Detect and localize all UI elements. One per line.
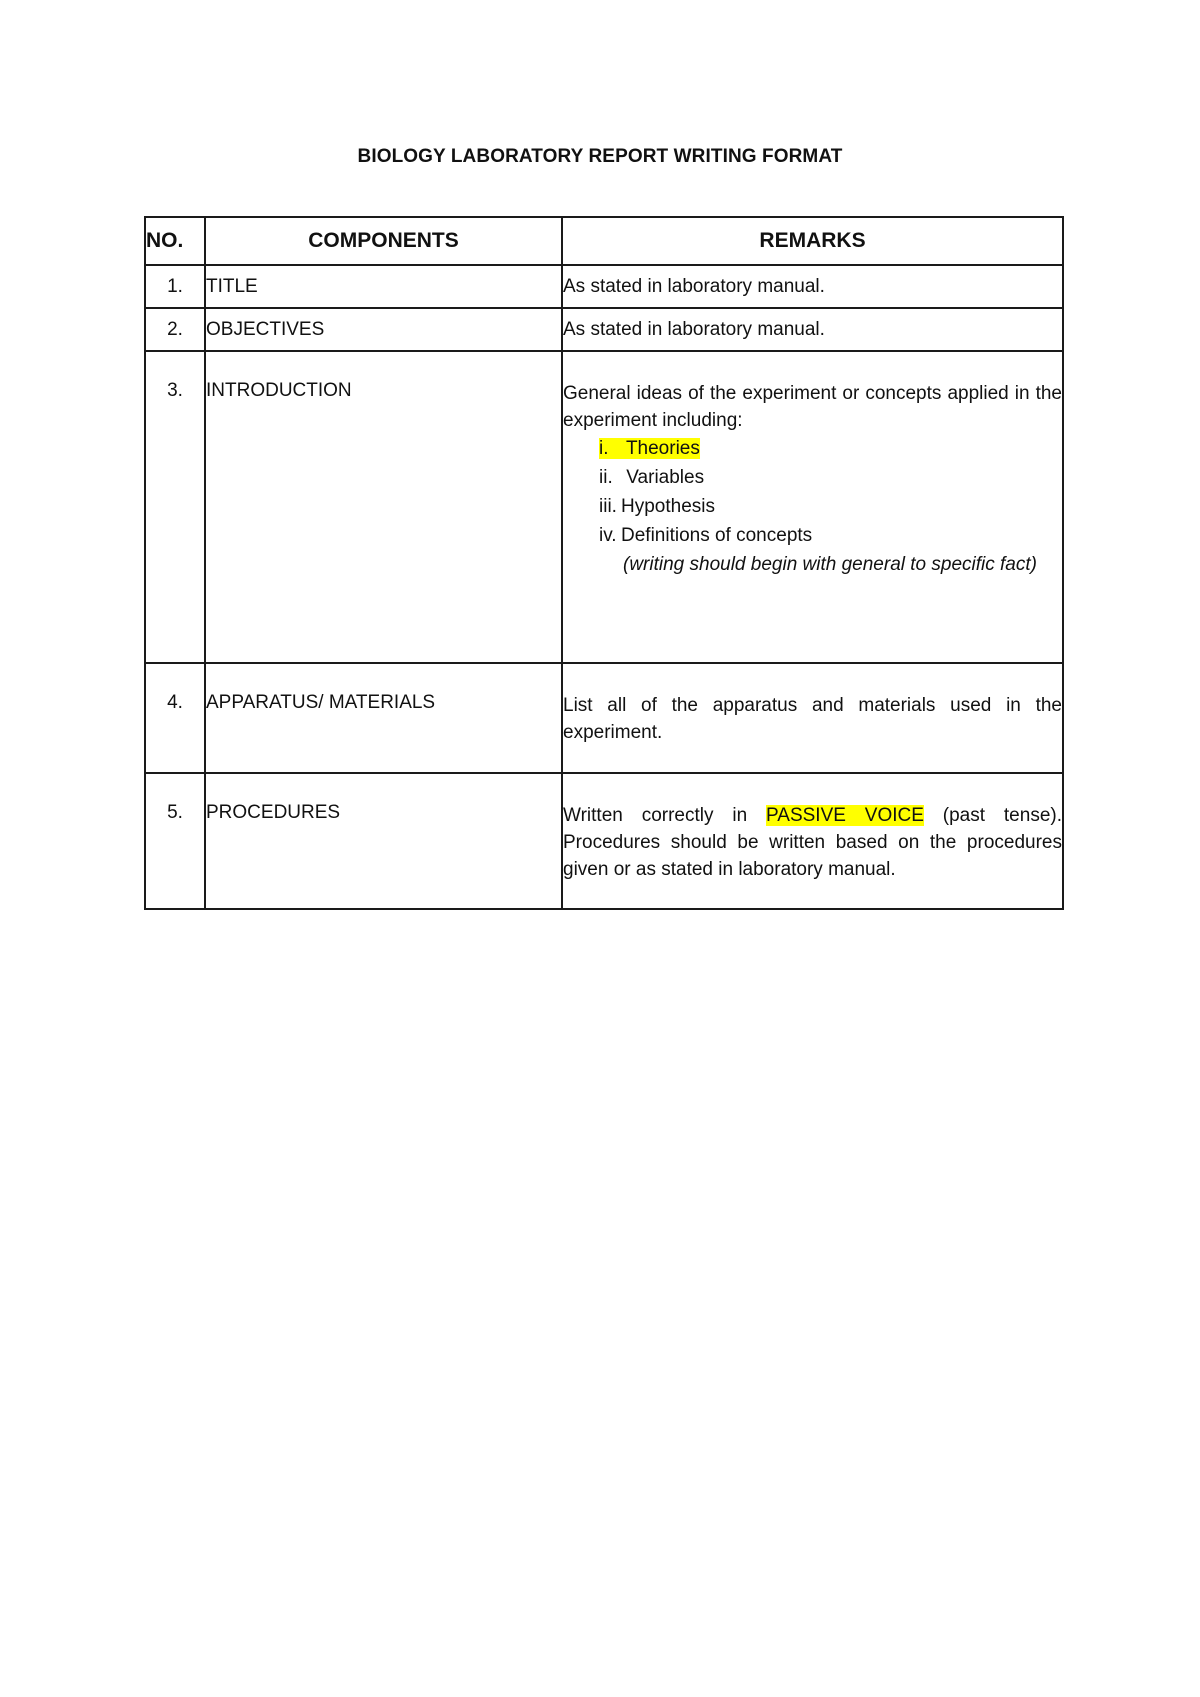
row-remark [562, 773, 1063, 909]
document-title: BIOLOGY LABORATORY REPORT WRITING FORMAT [357, 146, 843, 167]
row-component-text: INTRODUCTION [206, 380, 352, 401]
row-component [205, 663, 562, 773]
row-number-text: 4. [167, 692, 183, 713]
row-remark: As stated in laboratory manual. [562, 308, 1063, 351]
header-remarks: REMARKS [562, 217, 1063, 265]
row-component-text: PROCEDURES [206, 802, 341, 823]
list-item: iii. Hypothesis [599, 496, 715, 517]
row-component: TITLE [205, 265, 562, 308]
row-number [145, 351, 205, 663]
list-item [599, 434, 1062, 463]
list-item: iv. Definitions of concepts [599, 525, 813, 546]
row-component-text: APPARATUS/ MATERIALS [206, 692, 436, 713]
row-number: 1. [145, 265, 205, 308]
header-components: COMPONENTS [205, 217, 562, 265]
row-number-text: 3. [167, 380, 183, 401]
row-remark: As stated in laboratory manual. [562, 265, 1063, 308]
row-component [205, 351, 562, 663]
introduction-item-list [563, 434, 1062, 550]
row-remark [562, 351, 1063, 663]
row-component: OBJECTIVES [205, 308, 562, 351]
row-number [145, 663, 205, 773]
report-format-table [144, 216, 1064, 910]
table-row [145, 351, 1063, 663]
header-no: NO. [145, 217, 205, 265]
row-number-text: 5. [167, 802, 183, 823]
table-row [145, 663, 1063, 773]
row-remark-text: List all of the apparatus and materials used in the experiment. [563, 695, 1062, 743]
table-row [145, 308, 1063, 351]
introduction-summary: General ideas of the experiment or concepts applied in the experiment including: [563, 383, 1062, 431]
row-number [145, 773, 205, 909]
row-number: 2. [145, 308, 205, 351]
table-row [145, 773, 1063, 909]
row-remark [562, 663, 1063, 773]
table-row [145, 265, 1063, 308]
highlighted-item: i. Theories [599, 438, 700, 459]
row-component [205, 773, 562, 909]
passive-voice-highlight: PASSIVE VOICE [766, 805, 924, 826]
list-item: ii. Variables [599, 467, 705, 488]
row-remark-text: Written correctly in PASSIVE VOICE (past tense). Procedures should be written based on the procedures given or as stated in laboratory manual. [563, 805, 1062, 880]
table-header-row [145, 217, 1063, 265]
introduction-note: (writing should begin with general to specific fact) [623, 554, 1037, 575]
